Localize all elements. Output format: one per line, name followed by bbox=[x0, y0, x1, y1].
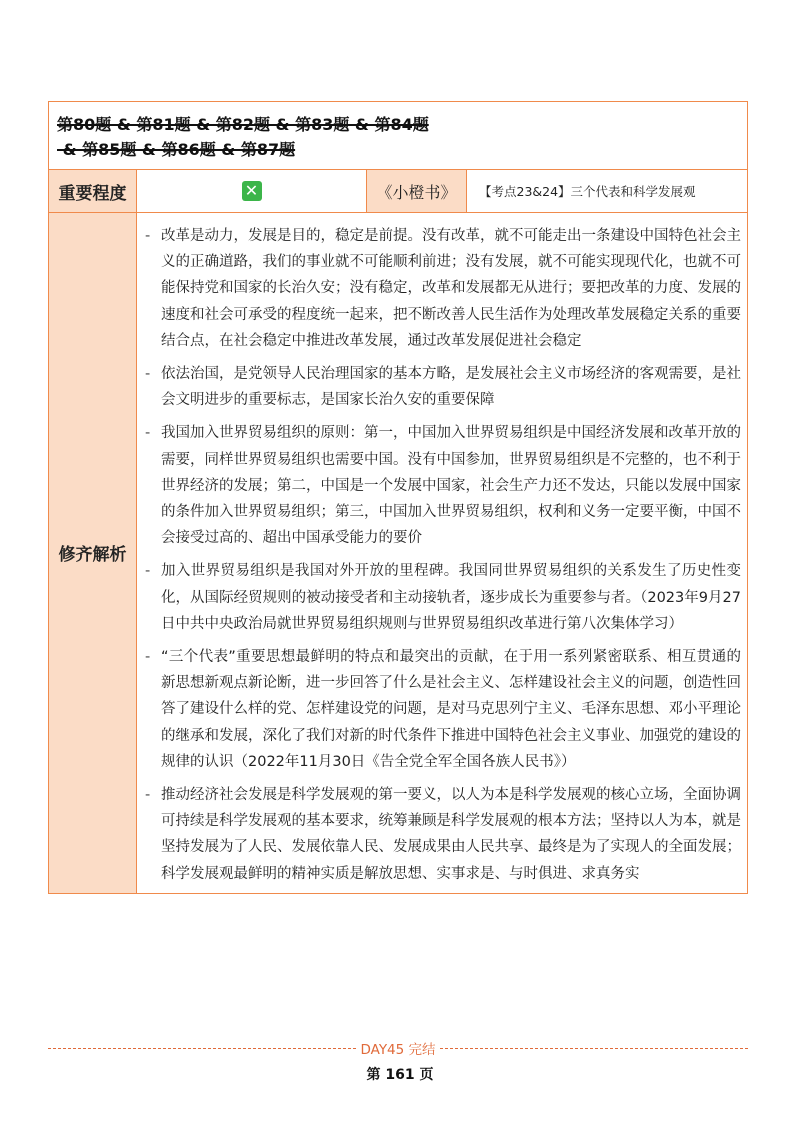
importance-value bbox=[137, 170, 367, 212]
analysis-section bbox=[49, 213, 747, 893]
analysis-content bbox=[137, 213, 747, 893]
analysis-item-text: 我国加入世界贸易组织的原则：第一，中国加入世界贸易组织是中国经济发展和改革开放的需要，同样世界贸易组织也需要中国。没有中国参加，世界贸易组织是不完整的，也不利于世界经济的发展；第二，中国是一个发展中国家，社会生产力还不发达，只能以发展中国家的条件加入世界贸易组织；第三，中国加入世界贸易组织，权利和义务一定要平衡，中国不会接受过高的、超出中国承受能力的要价 bbox=[161, 425, 741, 547]
importance-label: 重要程度 bbox=[49, 170, 137, 212]
meta-row bbox=[49, 170, 747, 213]
day-end-divider bbox=[48, 1040, 748, 1056]
question-title-line-2: & 第85题 & 第86题 & 第87题 bbox=[57, 140, 296, 159]
topic-label: 【考点23&24】三个代表和科学发展观 bbox=[479, 184, 696, 199]
x-mark-icon: ✕ bbox=[242, 181, 262, 201]
analysis-item: - 我国加入世界贸易组织的原则：第一，中国加入世界贸易组织是中国经济发展和改革开放的需要，同样世界贸易组织也需要中国。没有中国参加，世界贸易组织是不完整的，也不利于世界经济的发展；第二，中国是一个发展中国家，社会生产力还不发达，只能以发展中国家的条件加入世界贸易组织；第三，中国加入世界贸易组织，权利和义务一定要平衡，中国不会接受过高的、超出中国承受能力的要价 bbox=[145, 425, 741, 547]
page-number: 第 161 页 bbox=[366, 1067, 434, 1083]
analysis-item-text: 加入世界贸易组织是我国对外开放的里程碑。我国同世界贸易组织的关系发生了历史性变化，从国际经贸规则的被动接受者和主动接轨者，逐步成长为重要参与者。（2023年9月27日中共中央政治局就世界贸易组织规则与世界贸易组织改革进行第八次集体学习） bbox=[161, 563, 741, 632]
day-end-text: DAY45 完结 bbox=[360, 1042, 436, 1058]
analysis-label: 修齐解析 bbox=[49, 213, 137, 893]
divider-left bbox=[48, 1048, 356, 1049]
question-title-line-1: 第80题 & 第81题 & 第82题 & 第83题 & 第84题 bbox=[57, 115, 429, 134]
analysis-item-text: 改革是动力，发展是目的，稳定是前提。没有改革，就不可能走出一条建设中国特色社会主义的正确道路，我们的事业就不可能顺利前进；没有发展，就不可能实现现代化，也就不可能保持党和国家的长治久安；没有稳定，改革和发展都无从进行；要把改革的力度、发展的速度和社会可承受的程度统一起来，把不断改善人民生活作为处理改革发展稳定关系的重要结合点，在社会稳定中推进改革发展，通过改革发展促进社会稳定 bbox=[161, 228, 741, 349]
analysis-item-text: “三个代表”重要思想最鲜明的特点和最突出的贡献，在于用一系列紧密联系、相互贯通的新思想新观点新论断，进一步回答了什么是社会主义、怎样建设社会主义的问题，创造性回答了建设什么样的党、怎样建设党的问题，是对马克思列宁主义、毛泽东思想、邓小平理论的继承和发展，深化了我们对新的时代条件下推进中国特色社会主义事业、加强党的建设的规律的认识（2022年11月30日《告全党全军全国各族人民书》） bbox=[161, 649, 741, 770]
analysis-item: - 依法治国，是党领导人民治理国家的基本方略，是发展社会主义市场经济的客观需要，是社会文明进步的重要标志，是国家长治久安的重要保障 bbox=[145, 366, 741, 409]
divider-right bbox=[440, 1048, 748, 1049]
analysis-item: - 加入世界贸易组织是我国对外开放的里程碑。我国同世界贸易组织的关系发生了历史性变化，从国际经贸规则的被动接受者和主动接轨者，逐步成长为重要参与者。（2023年9月27日中共中央政治局就世界贸易组织规则与世界贸易组织改革进行第八次集体学习） bbox=[145, 563, 741, 632]
book-label: 《小橙书》 bbox=[367, 170, 467, 212]
question-card bbox=[48, 101, 748, 894]
analysis-item: - 改革是动力，发展是目的，稳定是前提。没有改革，就不可能走出一条建设中国特色社会主义的正确道路，我们的事业就不可能顺利前进；没有发展，就不可能实现现代化，也就不可能保持党和国家的长治久安；没有稳定，改革和发展都无从进行；要把改革的力度、发展的速度和社会可承受的程度统一起来，把不断改善人民生活作为处理改革发展稳定关系的重要结合点，在社会稳定中推进改革发展，通过改革发展促进社会稳定 bbox=[145, 228, 741, 349]
analysis-item-text: 依法治国，是党领导人民治理国家的基本方略，是发展社会主义市场经济的客观需要，是社会文明进步的重要标志，是国家长治久安的重要保障 bbox=[161, 366, 741, 409]
question-title bbox=[49, 102, 747, 170]
analysis-item-text: 推动经济社会发展是科学发展观的第一要义，以人为本是科学发展观的核心立场，全面协调可持续是科学发展观的基本要求，统筹兼顾是科学发展观的根本方法；坚持以人为本，就是坚持发展为了人民、发展依靠人民、发展成果由人民共享、最终是为了实现人的全面发展；科学发展观最鲜明的精神实质是解放思想、实事求是、与时俱进、求真务实 bbox=[161, 787, 741, 882]
analysis-item: - 推动经济社会发展是科学发展观的第一要义，以人为本是科学发展观的核心立场，全面协调可持续是科学发展观的基本要求，统筹兼顾是科学发展观的根本方法；坚持以人为本，就是坚持发展为了人民、发展依靠人民、发展成果由人民共享、最终是为了实现人的全面发展；科学发展观最鲜明的精神实质是解放思想、实事求是、与时俱进、求真务实 bbox=[145, 787, 741, 882]
analysis-item: - “三个代表”重要思想最鲜明的特点和最突出的贡献，在于用一系列紧密联系、相互贯通的新思想新观点新论断，进一步回答了什么是社会主义、怎样建设社会主义的问题，创造性回答了建设什么样的党、怎样建设党的问题，是对马克思列宁主义、毛泽东思想、邓小平理论的继承和发展，深化了我们对新的时代条件下推进中国特色社会主义事业、加强党的建设的规律的认识（2022年11月30日《告全党全军全国各族人民书》） bbox=[145, 649, 741, 770]
